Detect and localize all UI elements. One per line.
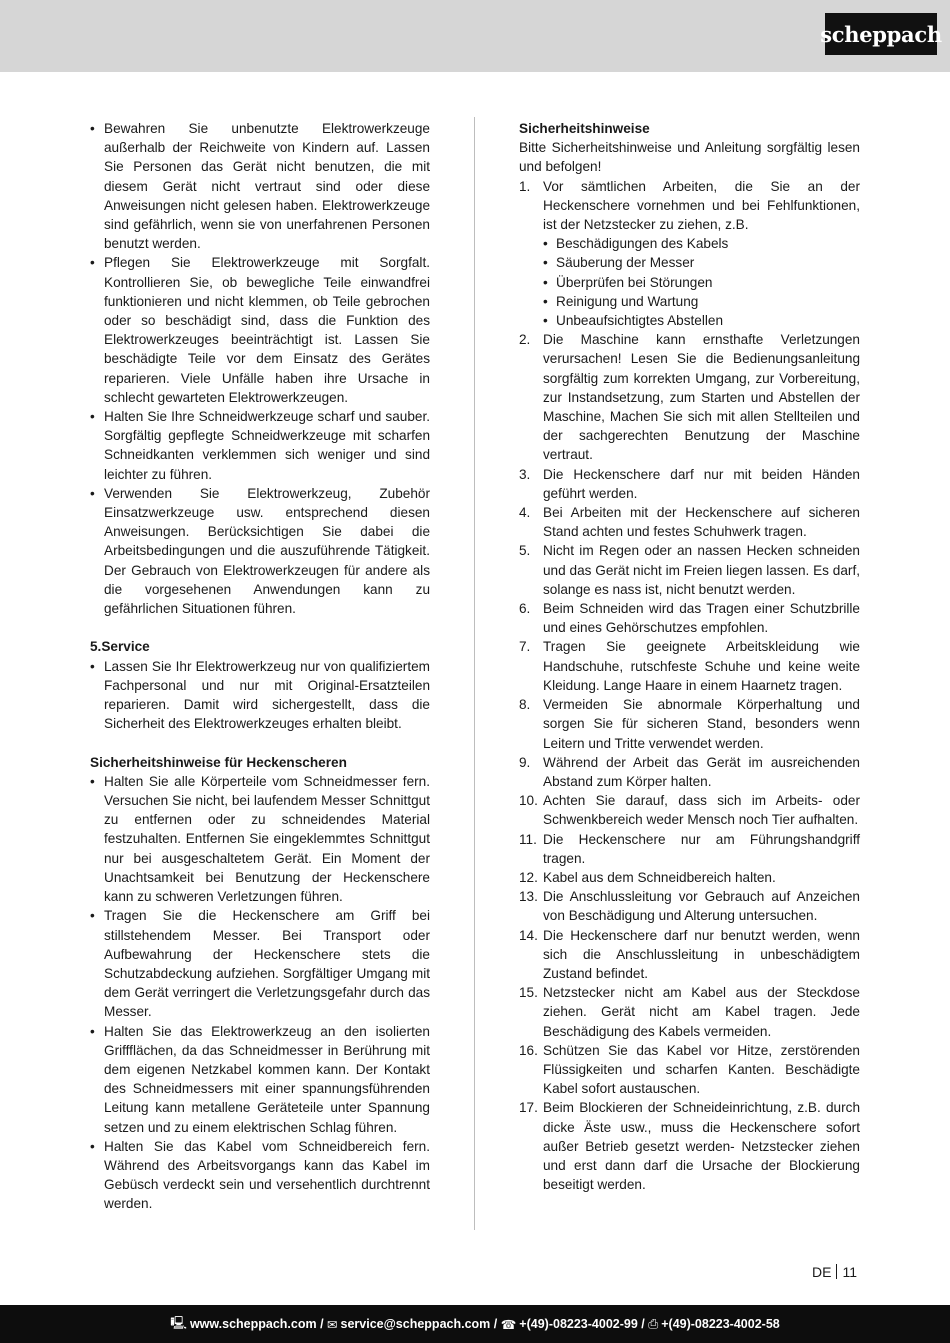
list-item <box>519 599 860 637</box>
item-number: 15. <box>519 985 538 1001</box>
item-text: Tragen Sie geeignete Arbeitskleidung wie Handschuhe, rutschfeste Schuhe und keine weite Kleidung. Lange Haare in einem Haarnetz tragen. <box>543 639 860 693</box>
footer-website-link[interactable]: www.scheppach.com / <box>189 1317 324 1331</box>
page-number-separator <box>836 1264 837 1279</box>
list-item <box>519 753 860 791</box>
list-item: • Verwenden Sie Elektrowerkzeug, Zubehör Einsatzwerkzeuge usw. entsprechend diesen Anweisungen. Berücksichtigen Sie dabei die Arbeitsbedingungen und die auszuführende Tätigkeit. Der Gebrauch von Elektrowerkzeugen für andere als die vorgesehenen Anwendungen kann zu gefährlichen Situationen führen. <box>90 484 430 618</box>
item-text: Bei Arbeiten mit der Heckenschere auf sicheren Stand achten und festes Schuhwerk tragen. <box>543 505 860 540</box>
footer-fax: +(49)-08223-4002-58 <box>661 1317 780 1331</box>
list-item: • Lassen Sie Ihr Elektrowerkzeug nur von qualifiziertem Fachpersonal und nur mit Original-Ersatzteilen reparieren. Damit wird sichergestellt, dass die Sicherheit des Elektrowerkzeuges erhalten bleibt. <box>90 657 430 734</box>
list-item <box>519 637 860 695</box>
sub-list-item: • Beschädigungen des Kabels <box>543 234 860 253</box>
list-item <box>519 791 860 829</box>
footer-email-link[interactable]: service@scheppach.com / <box>340 1317 498 1331</box>
list-item <box>519 541 860 599</box>
item-text: Die Heckenschere darf nur benutzt werden, wenn sich die Anschlussleitung in unbeschädigtem Zustand befindet. <box>543 927 860 981</box>
list-item <box>519 465 860 503</box>
item-number: 17. <box>519 1100 538 1116</box>
list-item <box>519 983 860 1041</box>
item-text: Netzstecker nicht am Kabel aus der Steckdose ziehen. Gerät nicht am Kabel tragen. Jede Beschädigung des Kabels vermeiden. <box>543 985 860 1039</box>
sub-list-item: • Säuberung der Messer <box>543 253 860 272</box>
item-text: Beim Schneiden wird das Tragen einer Schutzbrille und eines Gehörschutzes empfohlen. <box>543 601 860 636</box>
item-number: 9. <box>519 754 531 770</box>
item-number: 8. <box>519 697 531 713</box>
bullet-list-service <box>90 657 430 734</box>
list-item <box>519 926 860 984</box>
item-text: Die Heckenschere darf nur mit beiden Händen geführt werden. <box>543 466 860 501</box>
sub-list-item: • Reinigung und Wartung <box>543 292 860 311</box>
item-number: 1. <box>519 178 531 194</box>
list-item <box>519 887 860 925</box>
item-number: 2. <box>519 332 531 348</box>
item-text: Die Maschine kann ernsthafte Verletzungen verursachen! Lesen Sie die Bedienungsanleitung sorgfältig zum korrekten Umgang, zur Vorbereitung, zur Instandsetzung, zum Starten und Abstellen der Maschine, Machen Sie sich mit allen Stellteilen und der sachgerechten Benutzung der Maschine vertraut. <box>543 332 860 463</box>
item-number: 12. <box>519 869 538 885</box>
item-text: Beim Blockieren der Schneideinrichtung, z.B. durch dicke Äste usw., muss die Heckenschere sofort außer Betrieb gesetzt werden- Netzstecker ziehen und erst dann darf die Ursache der Blockierung beseitigt werden. <box>543 1100 860 1193</box>
page-number <box>812 1264 857 1280</box>
footer-phone: +(49)-08223-4002-99 / <box>519 1317 645 1331</box>
section-heading-safety: Sicherheitshinweise <box>519 121 650 136</box>
list-item: • Halten Sie das Kabel vom Schneidbereich fern. Während des Arbeitsvorgangs kann das Kabel im Gebüsch verdeckt sein und versehentlich durchtrennt werden. <box>90 1137 430 1214</box>
sub-bullet-list <box>543 234 860 330</box>
phone-icon: ☎ <box>500 1317 517 1332</box>
item-number: 13. <box>519 889 538 905</box>
sub-list-item: • Unbeaufsichtigtes Abstellen <box>543 311 860 330</box>
list-item <box>519 830 860 868</box>
column-divider <box>474 117 475 1230</box>
sub-list-item: • Überprüfen bei Störungen <box>543 273 860 292</box>
list-item: • Halten Sie Ihre Schneidwerkzeuge scharf und sauber. Sorgfältig gepflegte Schneidwerkzeuge mit scharfen Schneidkanten verklemmen sich weniger und sind leichter zu führen. <box>90 407 430 484</box>
list-item <box>519 1041 860 1099</box>
language-code: DE <box>812 1264 832 1280</box>
item-number: 5. <box>519 543 531 559</box>
item-text: Während der Arbeit das Gerät im ausreichenden Abstand zum Körper halten. <box>543 754 860 789</box>
right-column <box>519 119 860 1194</box>
numbered-safety-list <box>519 177 860 1195</box>
item-number: 3. <box>519 466 531 482</box>
item-text: Kabel aus dem Schneidbereich halten. <box>543 869 776 885</box>
header-bar <box>0 0 950 72</box>
list-item: • Halten Sie alle Körperteile vom Schneidmesser fern. Versuchen Sie nicht, bei laufendem Messer Schnittgut zu entfernen oder zu schneidendes Material festzuhalten. Entfernen Sie eingeklemmtes Schnittgut nur bei ausgeschaltetem Gerät. Ein Moment der Unachtsamkeit bei Benutzung der Heckenschere kann zu schweren Verletzungen führen. <box>90 772 430 906</box>
item-text: Nicht im Regen oder an nassen Hecken schneiden und das Gerät nicht im Freien liegen lassen. Es darf, solange es nass ist, nicht benutzt werden. <box>543 543 860 597</box>
bullet-list-general <box>90 119 430 618</box>
computer-icon: 🖳 <box>170 1315 187 1330</box>
list-item <box>519 330 860 464</box>
item-text: Schützen Sie das Kabel vor Hitze, zerstörenden Flüssigkeiten und scharfen Kanten. Beschädigte Kabel sofort austauschen. <box>543 1042 860 1097</box>
page-number-value: 11 <box>842 1264 857 1280</box>
item-text: Achten Sie darauf, dass sich im Arbeits- oder Schwenkbereich weder Mensch noch Tier aufhalten. <box>543 793 860 828</box>
fax-icon: ⎙ <box>648 1316 659 1331</box>
item-number: 11. <box>519 831 537 847</box>
item-number: 16. <box>519 1042 538 1058</box>
list-item: • Tragen Sie die Heckenschere am Griff bei stillstehendem Messer. Bei Transport oder Aufbewahrung der Heckenschere stets die Schutzabdeckung aufziehen. Sorgfältiger Umgang mit dem Gerät verringert die Verletzungsgefahr durch das Messer. <box>90 906 430 1021</box>
item-number: 6. <box>519 601 531 617</box>
left-column <box>90 119 430 1214</box>
bullet-list-hedge-safety <box>90 772 430 1214</box>
section-heading-service: 5.Service <box>90 639 150 655</box>
item-text: Die Anschlussleitung vor Gebrauch auf Anzeichen von Beschädigung und Alterung untersuchen. <box>543 889 860 924</box>
footer-contact-bar <box>0 1305 950 1343</box>
scheppach-logo: scheppach <box>825 13 937 55</box>
item-text: Die Heckenschere nur am Führungshandgriff tragen. <box>543 831 860 866</box>
mail-icon: ✉ <box>327 1317 338 1332</box>
list-item <box>519 503 860 541</box>
section-heading-hedge-safety: Sicherheitshinweise für Heckenscheren <box>90 754 347 770</box>
item-text: Vermeiden Sie abnormale Körperhaltung und sorgen Sie für sicheren Stand, besonders wenn Leitern und Tritte verwendet werden. <box>543 697 860 751</box>
list-item <box>519 1098 860 1194</box>
list-item <box>519 695 860 753</box>
item-number: 10. <box>519 793 538 809</box>
intro-text: Bitte Sicherheitshinweise und Anleitung sorgfältig lesen und befolgen! <box>519 140 860 175</box>
list-item: • Pflegen Sie Elektrowerkzeuge mit Sorgfalt. Kontrollieren Sie, ob bewegliche Teile einwandfrei funktionieren und nicht klemmen, ob Teile gebrochen oder so beschädigt sind, dass die Funktion des Elektrowerkzeuges beeinträchtigt ist. Lassen Sie beschädigte Teile vor dem Einsatz des Gerätes reparieren. Viele Unfälle haben ihre Ursache in schlecht gewarteten Elektrowerkzeugen. <box>90 253 430 407</box>
item-text: Vor sämtlichen Arbeiten, die Sie an der Heckenschere vornehmen und bei Fehlfunktionen, ist der Netzstecker zu ziehen, z.B. <box>543 178 860 233</box>
item-number: 14. <box>519 927 538 943</box>
list-item <box>519 177 860 331</box>
list-item: • Bewahren Sie unbenutzte Elektrowerkzeuge außerhalb der Reichweite von Kindern auf. Lassen Sie Personen das Gerät nicht benutzen, die mit diesem Gerät nicht vertraut sind oder diese Anweisungen nicht gelesen haben. Elektrowerkzeuge sind gefährlich, wenn sie von unerfahrenen Personen benutzt werden. <box>90 119 430 253</box>
item-number: 4. <box>519 505 531 521</box>
list-item: • Halten Sie das Elektrowerkzeug an den isolierten Griffflächen, da das Schneidmesser in Berührung mit dem eigenen Netzkabel kommen kann. Der Kontakt des Schneidmessers mit einer spannungsführenden Leitung kann metallene Geräteteile unter Spannung setzen und zu einem elektrischen Schlag führen. <box>90 1022 430 1137</box>
list-item <box>519 868 860 887</box>
item-number: 7. <box>519 639 531 655</box>
